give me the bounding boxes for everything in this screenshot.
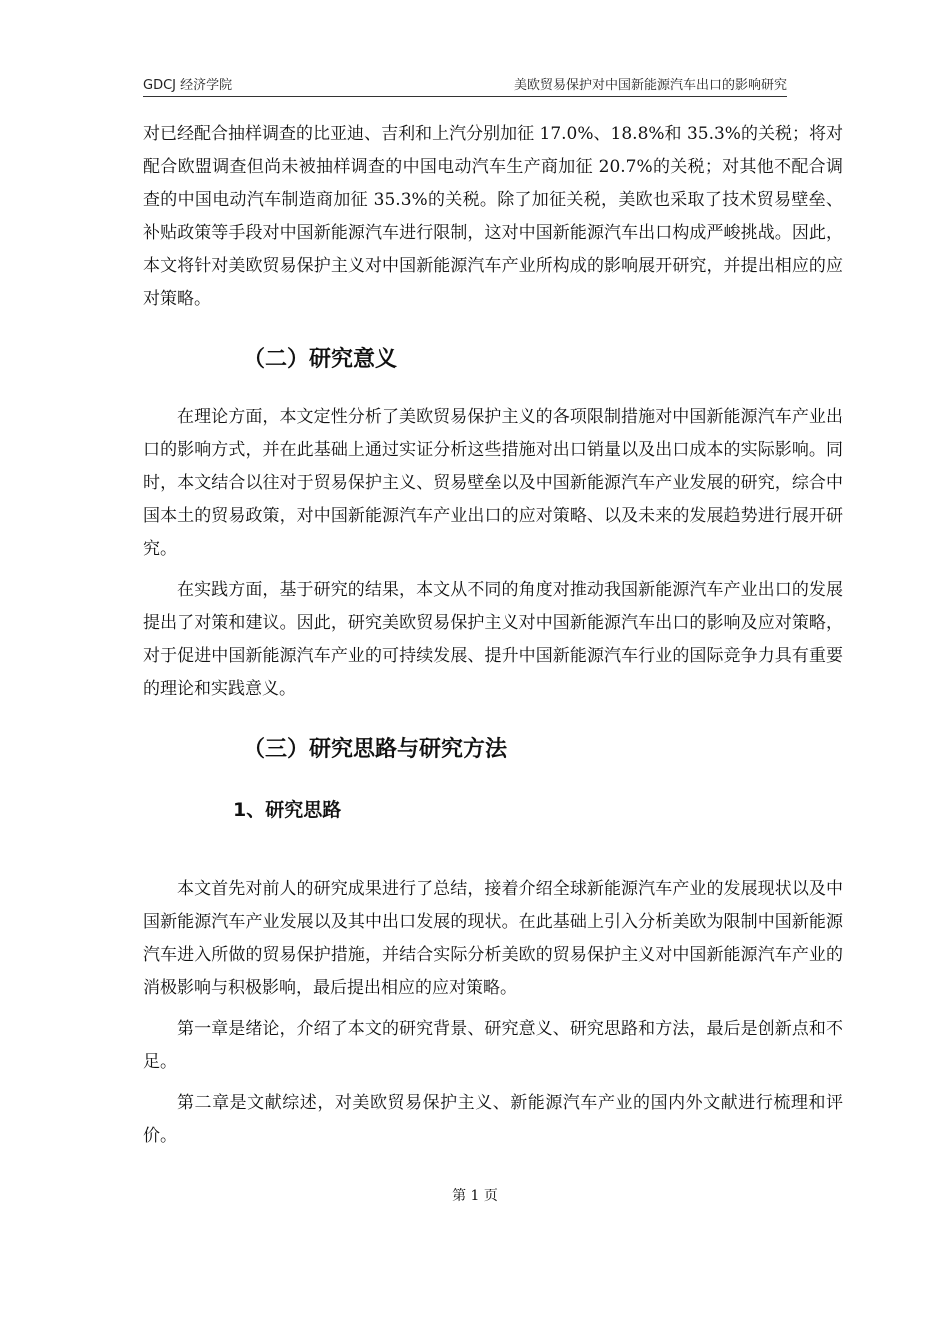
page-header (143, 76, 787, 97)
paragraph-practice: 在实践方面，基于研究的结果，本文从不同的角度对推动我国新能源汽车产业出口的发展提出了对策和建议。因此，研究美欧贸易保护主义对中国新能源汽车出口的影响及应对策略，对于促进中国新能源汽车产业的可持续发展、提升中国新能源汽车行业的国际竞争力具有重要的理论和实践意义。 (143, 580, 843, 699)
heading-research-methods: （三）研究思路与研究方法 (243, 737, 508, 762)
paragraph-chapter-one: 第一章是绪论，介绍了本文的研究背景、研究意义、研究思路和方法，最后是创新点和不足。 (143, 1019, 843, 1072)
header-institution: GDCJ 经济学院 (143, 78, 233, 93)
paragraph-chapter-two: 第二章是文献综述，对美欧贸易保护主义、新能源汽车产业的国内外文献进行梳理和评价。 (143, 1093, 843, 1146)
paragraph-intro-continued: 对已经配合抽样调查的比亚迪、吉利和上汽分别加征 17.0%、18.8%和 35.3%的关税；将对配合欧盟调查但尚未被抽样调查的中国电动汽车生产商加征 20.7%的关税；对其他不配合调查的中国电动汽车制造商加征 35.3%的关税。除了加征关税，美欧也采取了技术贸易壁垒、补贴政策等手段对中国新能源汽车进行限制，这对中国新能源汽车出口构成严峻挑战。因此，本文将针对美欧贸易保护主义对中国新能源汽车产业所构成的影响展开研究，并提出相应的应对策略。 (143, 124, 843, 309)
paragraph-theory: 在理论方面，本文定性分析了美欧贸易保护主义的各项限制措施对中国新能源汽车产业出口的影响方式，并在此基础上通过实证分析这些措施对出口销量以及出口成本的实际影响。同时，本文结合以往对于贸易保护主义、贸易壁垒以及中国新能源汽车产业发展的研究，综合中国本土的贸易政策，对中国新能源汽车产业出口的应对策略、以及未来的发展趋势进行展开研究。 (143, 407, 843, 559)
header-thesis-title: 美欧贸易保护对中国新能源汽车出口的影响研究 (513, 78, 787, 93)
page-content (143, 118, 843, 1153)
heading-research-approach: 1、研究思路 (233, 799, 342, 821)
heading-research-significance: （二）研究意义 (243, 347, 398, 372)
page-number: 第 1 页 (452, 1188, 498, 1204)
paragraph-approach: 本文首先对前人的研究成果进行了总结，接着介绍全球新能源汽车产业的发展现状以及中国新能源汽车产业发展以及其中出口发展的现状。在此基础上引入分析美欧为限制中国新能源汽车进入所做的贸易保护措施，并结合实际分析美欧的贸易保护主义对中国新能源汽车产业的消极影响与积极影响，最后提出相应的应对策略。 (143, 879, 843, 998)
